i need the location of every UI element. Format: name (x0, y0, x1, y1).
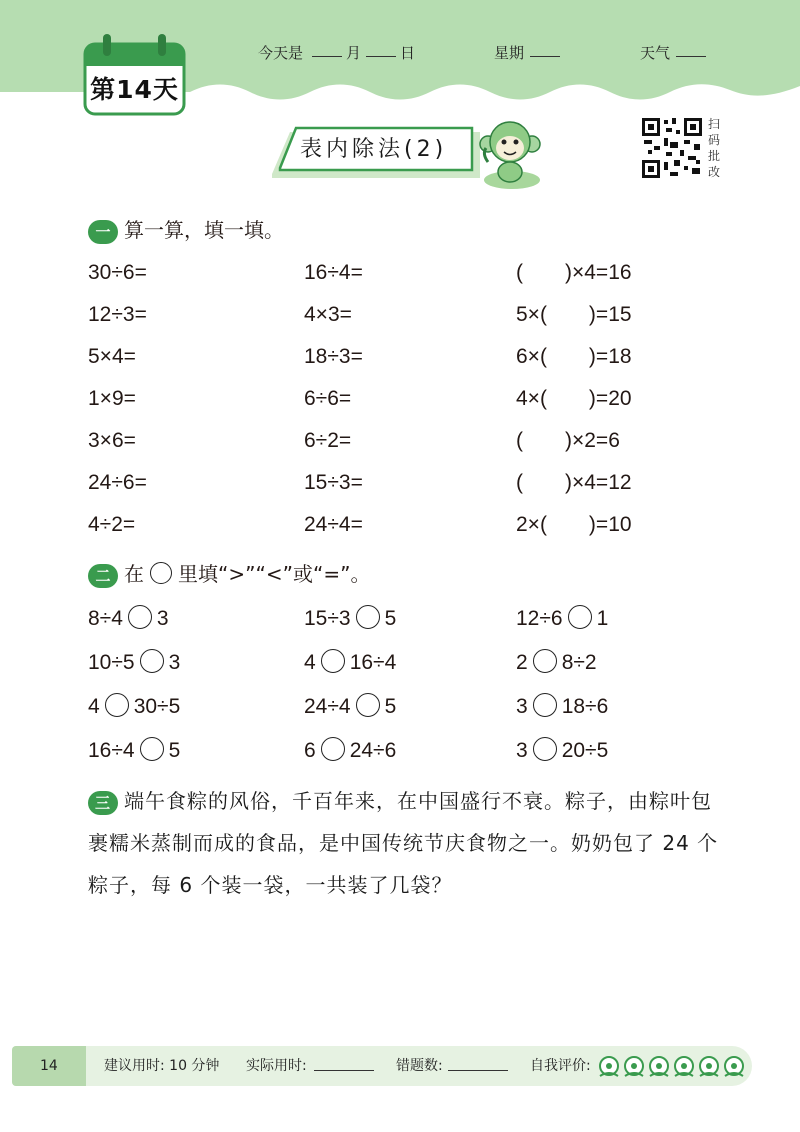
exercise-cell[interactable]: ( )×4=16 (516, 261, 632, 284)
wrong-count-blank[interactable] (448, 1056, 508, 1077)
section1-heading (88, 214, 284, 246)
exercise-cell[interactable]: 4÷2= (88, 513, 136, 536)
exercise-cell[interactable]: ( )×2=6 (516, 429, 620, 452)
compare-left: 8÷4 (88, 607, 123, 630)
compare-cell (304, 692, 396, 722)
compare-left: 3 (516, 695, 528, 718)
weekday-label: 星期 (494, 44, 525, 62)
exercise-cell[interactable]: 16÷4= (304, 261, 363, 284)
exercise-cell[interactable]: 24÷4= (304, 513, 363, 536)
section1-instruction: 算一算，填一填。 (124, 218, 284, 242)
month-blank[interactable] (312, 42, 342, 61)
answer-circle[interactable] (140, 649, 164, 673)
compare-left: 24÷4 (304, 695, 351, 718)
exercise-cell[interactable]: ( )×4=12 (516, 471, 632, 494)
exercise-cell[interactable]: 6÷2= (304, 429, 352, 452)
flower-icon[interactable] (650, 1057, 668, 1076)
compare-left: 4 (304, 651, 316, 674)
section3-text: 端午食粽的风俗，千百年来，在中国盛行不衰。粽子，由粽叶包裹糯米蒸制而成的食品，是中国传统节庆食物之一。奶奶包了 24 个粽子，每 6 个装一袋，一共装了几袋？ (88, 789, 719, 897)
compare-left: 6 (304, 739, 316, 762)
qr-label-char: 码 (707, 133, 720, 147)
section2-instruction-post: 里填“>”“<”或“=”。 (178, 562, 371, 586)
lesson-title: 表内除法(2) (300, 137, 448, 162)
circle-icon (150, 562, 172, 584)
compare-right: 3 (168, 651, 181, 674)
section3-badge: 三 (88, 791, 118, 815)
date-label: 日 (400, 44, 416, 62)
compare-cell (88, 648, 180, 678)
exercise-cell[interactable]: 2×( )=10 (516, 513, 632, 536)
compare-cell (516, 604, 608, 634)
answer-circle[interactable] (105, 693, 129, 717)
flower-icon[interactable] (725, 1057, 743, 1076)
compare-right: 16÷4 (349, 651, 397, 674)
self-eval-label: 自我评价: (530, 1058, 591, 1074)
exercise-cell[interactable]: 15÷3= (304, 471, 363, 494)
exercise-cell[interactable]: 6÷6= (304, 387, 352, 410)
flower-icon[interactable] (700, 1057, 718, 1076)
flower-icon[interactable] (625, 1057, 643, 1076)
exercise-cell[interactable]: 4×3= (304, 303, 352, 326)
compare-left: 12÷6 (516, 607, 563, 630)
exercise-cell[interactable]: 4×( )=20 (516, 387, 632, 410)
page-number: 14 (40, 1058, 58, 1074)
exercise-cell[interactable]: 5×( )=15 (516, 303, 632, 326)
section2-heading (88, 558, 370, 590)
rating-flowers[interactable] (596, 1052, 746, 1080)
monkey-mascot-icon (476, 114, 544, 192)
compare-right: 20÷5 (561, 739, 609, 762)
weather-blank[interactable] (676, 42, 706, 61)
weather-label: 天气 (640, 44, 671, 62)
qr-label-char: 扫 (707, 117, 720, 131)
answer-circle[interactable] (140, 737, 164, 761)
compare-cell (516, 736, 608, 766)
compare-right: 3 (156, 607, 169, 630)
compare-cell (88, 736, 180, 766)
compare-cell (88, 692, 180, 722)
exercise-cell[interactable]: 24÷6= (88, 471, 147, 494)
flower-icon[interactable] (675, 1057, 693, 1076)
header-fields (0, 38, 800, 68)
wrong-count-label: 错题数: (396, 1058, 443, 1074)
exercise-cell[interactable]: 30÷6= (88, 261, 147, 284)
exercise-cell[interactable]: 3×6= (88, 429, 136, 452)
answer-circle[interactable] (533, 649, 557, 673)
date-blank[interactable] (366, 42, 396, 61)
compare-left: 16÷4 (88, 739, 135, 762)
exercise-cell[interactable]: 18÷3= (304, 345, 363, 368)
exercise-cell[interactable]: 5×4= (88, 345, 136, 368)
weekday-blank[interactable] (530, 42, 560, 61)
answer-circle[interactable] (356, 605, 380, 629)
compare-cell (304, 648, 396, 678)
compare-right: 30÷5 (133, 695, 181, 718)
answer-circle[interactable] (533, 693, 557, 717)
exercise-cell[interactable]: 12÷3= (88, 303, 147, 326)
compare-left: 3 (516, 739, 528, 762)
compare-right: 24÷6 (349, 739, 397, 762)
compare-left: 2 (516, 651, 528, 674)
day-label: 第14天 (90, 75, 179, 104)
section2-badge: 二 (88, 564, 118, 588)
compare-left: 4 (88, 695, 100, 718)
compare-cell (304, 736, 396, 766)
actual-time-blank[interactable] (314, 1056, 374, 1077)
compare-right: 1 (596, 607, 609, 630)
suggested-time: 建议用时: 10 分钟 (104, 1058, 220, 1074)
answer-circle[interactable] (321, 649, 345, 673)
compare-cell (516, 648, 597, 678)
qr-code-icon[interactable] (640, 116, 704, 180)
answer-circle[interactable] (533, 737, 557, 761)
flower-icon[interactable] (600, 1057, 618, 1076)
compare-right: 18÷6 (561, 695, 609, 718)
actual-time-label: 实际用时: (246, 1058, 307, 1074)
answer-circle[interactable] (356, 693, 380, 717)
section3-word-problem (88, 780, 728, 906)
section1-badge: 一 (88, 220, 118, 244)
compare-right: 5 (168, 739, 181, 762)
compare-left: 10÷5 (88, 651, 135, 674)
compare-cell (516, 692, 608, 722)
month-label: 月 (346, 44, 362, 62)
answer-circle[interactable] (568, 605, 592, 629)
compare-right: 5 (384, 607, 397, 630)
compare-cell (304, 604, 396, 634)
compare-left: 15÷3 (304, 607, 351, 630)
answer-circle[interactable] (321, 737, 345, 761)
qr-label-char: 改 (707, 165, 720, 179)
qr-label (706, 116, 722, 180)
answer-circle[interactable] (128, 605, 152, 629)
compare-right: 5 (384, 695, 397, 718)
exercise-cell[interactable]: 1×9= (88, 387, 136, 410)
compare-cell (88, 604, 169, 634)
today-label: 今天是 (258, 44, 304, 62)
qr-label-char: 批 (707, 149, 720, 163)
section2-instruction-pre: 在 (124, 562, 144, 586)
compare-right: 8÷2 (561, 651, 597, 674)
exercise-cell[interactable]: 6×( )=18 (516, 345, 632, 368)
